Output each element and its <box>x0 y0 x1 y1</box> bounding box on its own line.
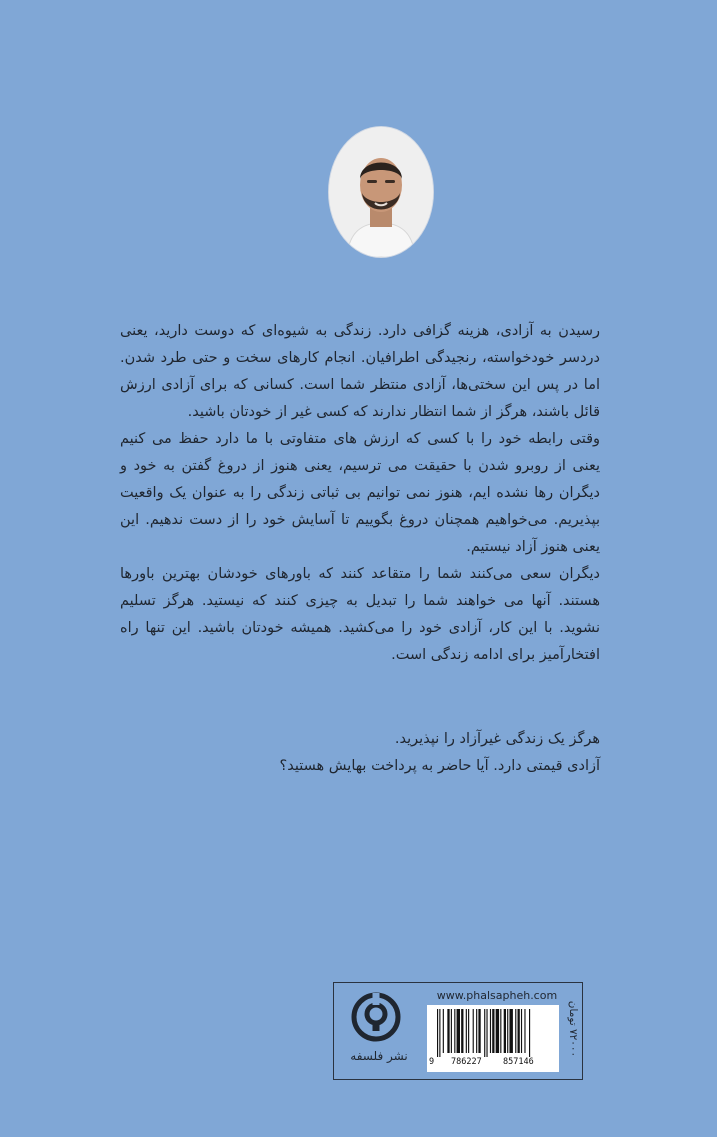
paragraph: وقتی رابطه خود را با کسی که ارزش های متفاوتی با ما دارد حفظ می کنیم یعنی از روبرو شدن با حقیقت می ترسیم، یعنی هنوز از دروغ گفتن به خود و دیگران رها نشده ایم، هنوز نمی توانیم بی ثباتی زندگی را به عنوان یک واقعیت بپذیریم. می‌خواهیم همچنان دروغ بگوییم تا آسایش خود را از دست ندهیم. این یعنی هنوز آزاد نیستیم. <box>120 431 600 555</box>
publisher-website: www.phalsapheh.com <box>436 989 558 1002</box>
barcode-bar <box>478 1009 480 1053</box>
publisher-name: نشر فلسفه <box>350 1049 408 1063</box>
barcode-bar <box>524 1009 525 1053</box>
publisher-logo-icon <box>350 991 402 1043</box>
barcode-bar <box>457 1009 460 1053</box>
barcode-bar <box>492 1009 494 1053</box>
barcode <box>427 1005 559 1072</box>
tagline-line: آزادی قیمتی دارد. آیا حاضر به پرداخت بهایش هستید؟ <box>279 758 600 774</box>
barcode-bar <box>496 1009 499 1053</box>
barcode-bar <box>484 1009 485 1057</box>
barcode-bar <box>447 1009 449 1053</box>
barcode-bar <box>507 1009 508 1053</box>
paragraph: دیگران سعی می‌کنند شما را متقاعد کنند که باورهای خودشان بهترین باورها هستند. آنها می خواهند شما را تبدیل به چیزی کنند که نیستید. هرگز تسلیم نشوید. با این کار، آزادی خود را می‌کشید. همیشه خودتان باشید. این تنها راه افتخارآمیز برای ادامه زندگی است. <box>120 566 600 663</box>
barcode-digits-right: 857146 <box>503 1057 534 1067</box>
barcode-bar <box>500 1009 501 1053</box>
paragraph: رسیدن به آزادی، هزینه گزافی دارد. زندگی به شیوه‌ای که دوست دارید، یعنی دردسر خودخواسته، رنجیدگی اطرافیان. انجام کارهای سخت و حتی طرد شدن. اما در پس این سختی‌ها، آزادی منتظر شما است. کسانی که برای آزادی ارزش قائل باشند، هرگز از شما انتظار ندارند که کسی غیر از خودتان باشید. <box>120 323 600 420</box>
barcode-bar <box>454 1009 455 1053</box>
barcode-bar <box>476 1009 477 1053</box>
barcode-bar <box>466 1009 467 1053</box>
author-photo <box>328 126 434 258</box>
barcode-digits <box>427 1057 559 1069</box>
back-cover-text <box>120 318 600 669</box>
barcode-bar <box>521 1009 522 1053</box>
barcode-bar <box>473 1009 474 1053</box>
price-tag <box>565 990 581 1072</box>
barcode-bars <box>435 1009 551 1057</box>
barcode-bar <box>504 1009 506 1053</box>
publisher-logo <box>336 985 422 1077</box>
barcode-bar <box>515 1009 516 1053</box>
barcode-bar <box>461 1009 463 1053</box>
barcode-bar <box>518 1009 520 1053</box>
tagline <box>120 726 600 780</box>
barcode-bar <box>490 1009 491 1053</box>
barcode-bar <box>486 1009 487 1057</box>
barcode-bar <box>451 1009 452 1053</box>
price: ۷۲۰۰۰ تومان <box>567 1000 579 1058</box>
barcode-digits-left: 786227 <box>451 1057 482 1067</box>
barcode-bar <box>439 1009 440 1057</box>
tagline-line: هرگز یک زندگی غیرآزاد را نپذیرید. <box>394 731 600 747</box>
barcode-bar <box>437 1009 438 1057</box>
barcode-bar <box>443 1009 444 1053</box>
barcode-bar <box>529 1009 530 1057</box>
barcode-bar <box>468 1009 469 1053</box>
barcode-bar <box>509 1009 512 1053</box>
barcode-digit-lead: 9 <box>429 1057 435 1067</box>
